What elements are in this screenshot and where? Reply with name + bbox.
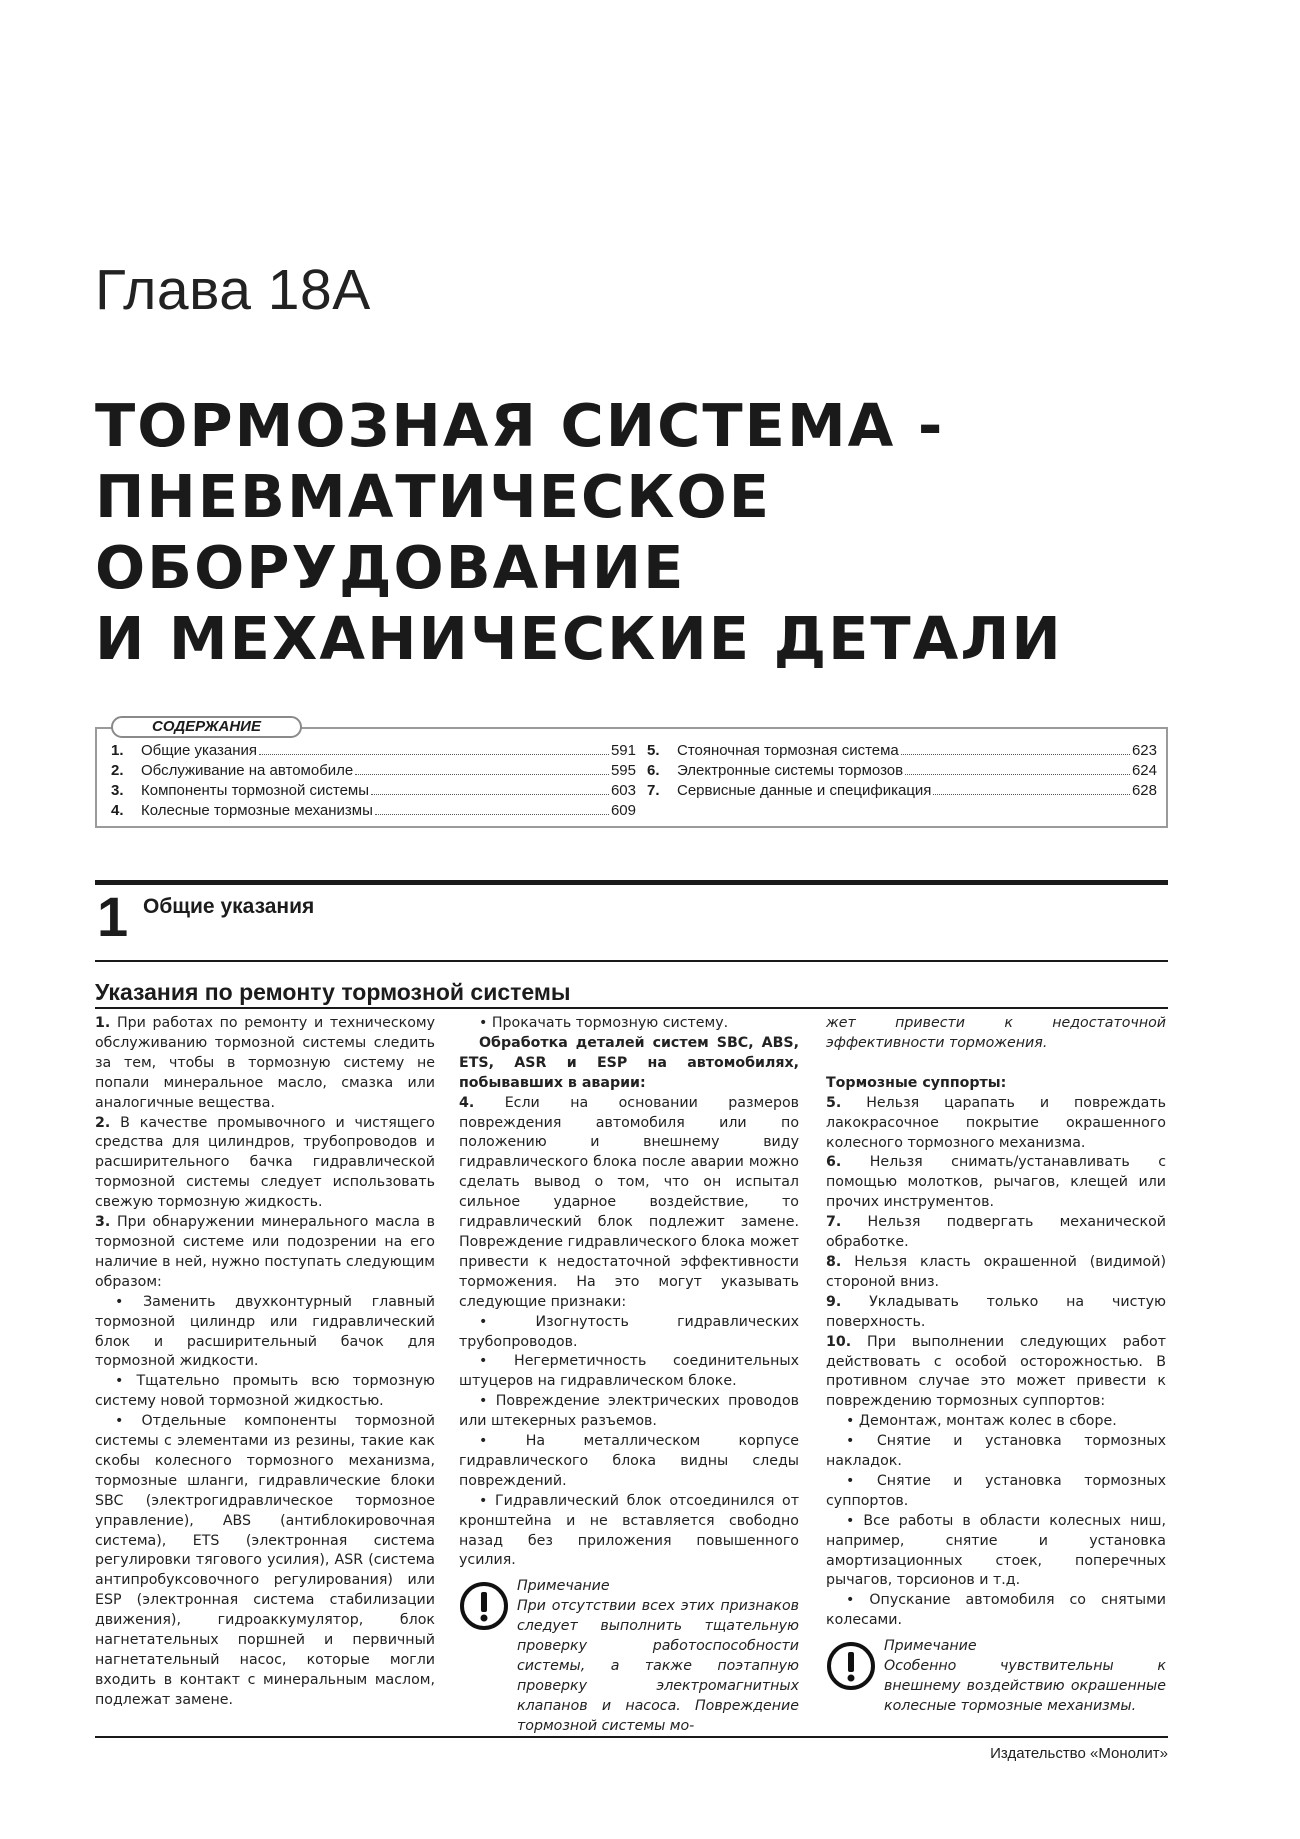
- subsection-title: Указания по ремонту тормозной системы: [95, 979, 571, 1005]
- subsection-rule: [95, 1007, 1168, 1009]
- paragraph: 10. При выполнении следующих работ действовать с особой осторожностью. В противном случае это может привести к повреждению тормозных суппортов:: [826, 1333, 1166, 1410]
- toc-item[interactable]: [111, 801, 636, 821]
- bullet-item: • Изогнутость гидравлических трубопроводов.: [459, 1313, 799, 1350]
- text-column-3: [826, 1014, 1166, 1717]
- toc-item-page: 624: [1131, 762, 1157, 779]
- toc-item-text: Электронные системы тормозов: [677, 762, 904, 779]
- paragraph: 4. Если на основании размеров повреждения автомобиля или по положению и внешнему виду гидравлического блока после аварии можно сделать вывод о том, что он испытал сильное ударное воздействие, то гидравлический блок подлежит замене. Повреждение гидравлического блока может привести к недостаточной эффективности торможения. На это могут указывать следующие признаки:: [459, 1094, 800, 1310]
- paragraph: 6. Нельзя снимать/устанавливать с помощью молотков, рычагов, клещей или прочих инструментов.: [826, 1154, 1167, 1211]
- toc-item-text: Стояночная тормозная система: [677, 742, 899, 759]
- bullet-item: • Опускание автомобиля со снятыми колесами.: [826, 1592, 1166, 1629]
- toc-item[interactable]: [111, 761, 636, 781]
- toc-item-number: 6.: [647, 762, 660, 779]
- toc-label: СОДЕРЖАНИЕ: [111, 716, 302, 738]
- toc-item-number: 5.: [647, 742, 660, 759]
- section-number: 1: [97, 885, 129, 948]
- toc-column-left: [111, 741, 636, 821]
- toc-item-number: 3.: [111, 782, 124, 799]
- paragraph: 3. При обнаружении минерального масла в тормозной системе или подозрении на его наличие в ней, нужно поступать следующим образом:: [95, 1214, 435, 1290]
- publisher-footer: Издательство «Монолит»: [990, 1745, 1168, 1762]
- paragraph: 8. Нельзя класть окрашенной (видимой) стороной вниз.: [826, 1253, 1166, 1290]
- toc-item-page: 603: [610, 782, 636, 799]
- note-body: При отсутствии всех этих признаков следует выполнить тщательную проверку работоспособности системы, а также поэтапную проверку электромагнитных клапанов и насоса. Повреждение тормозной системы мо-: [517, 1598, 799, 1734]
- text-column-1: [95, 1014, 435, 1711]
- bullet-item: • Повреждение электрических проводов или штекерных разъемов.: [459, 1393, 799, 1430]
- toc-item-text: Обслуживание на автомобиле: [141, 762, 354, 779]
- title-line: И МЕХАНИЧЕСКИЕ ДЕТАЛИ: [95, 604, 1063, 673]
- toc-item[interactable]: [111, 781, 636, 801]
- toc-item-page: 623: [1131, 742, 1157, 759]
- chapter-label: Глава 18А: [95, 258, 371, 322]
- section-rule-top: [95, 880, 1168, 885]
- section-rule-bottom: [95, 960, 1168, 962]
- bullet-item: • Демонтаж, монтаж колес в сборе.: [846, 1413, 1117, 1430]
- bullet-item: • Негерметичность соединительных штуцеров на гидравлическом блоке.: [459, 1353, 799, 1390]
- paragraph: 9. Укладывать только на чистую поверхность.: [826, 1293, 1166, 1330]
- paragraph: 2. В качестве промывочного и чистящего средства для цилиндров, трубопроводов и расширительного бачка гидравлической тормозной системы следует использовать свежую тормозную жидкость.: [95, 1114, 435, 1211]
- toc-item[interactable]: [647, 741, 1157, 761]
- paragraph: 7. Нельзя подвергать механической обработке.: [826, 1214, 1166, 1251]
- bullet-item: • Заменить двухконтурный главный тормозной цилиндр или гидравлический блок и расширительный бачок для тормозной жидкости.: [95, 1293, 435, 1370]
- paragraph: 5. Нельзя царапать и повреждать лакокрасочное покрытие окрашенного колесного тормозного механизма.: [826, 1094, 1166, 1151]
- toc-column-right: [647, 741, 1157, 801]
- table-of-contents: [95, 718, 1168, 828]
- text-column-2: [459, 1014, 799, 1737]
- note-label: Примечание: [517, 1578, 610, 1595]
- title-line: ТОРМОЗНАЯ СИСТЕМА -: [95, 391, 945, 460]
- toc-item-text: Колесные тормозные механизмы: [141, 802, 373, 819]
- note-body: Особенно чувствительны к внешнему воздействию окрашенные колесные тормозные механизмы.: [884, 1658, 1166, 1714]
- toc-item-number: 2.: [111, 762, 124, 779]
- paragraph: 1. При работах по ремонту и техническому обслуживанию тормозной системы следить за тем, чтобы в тормозную систему не попали минеральное масло, смазка или аналогичные вещества.: [95, 1015, 435, 1111]
- bullet-item: • На металлическом корпусе гидравлического блока видны следы повреждений.: [459, 1433, 799, 1489]
- section-title: Общие указания: [143, 895, 315, 918]
- title-line: ПНЕВМАТИЧЕСКОЕ: [95, 462, 771, 531]
- footer-rule: [95, 1736, 1168, 1738]
- bullet-item: • Снятие и установка тормозных накладок.: [826, 1433, 1166, 1470]
- note-block: [826, 1637, 1166, 1717]
- toc-item[interactable]: [111, 741, 636, 761]
- chapter-title: [95, 390, 1063, 674]
- toc-item[interactable]: [647, 781, 1157, 801]
- bullet-item: • Тщательно промыть всю тормозную систему новой тормозной жидкостью.: [95, 1373, 435, 1410]
- bullet-item: • Все работы в области колесных ниш, например, снятие и установка амортизационных стоек, поперечных рычагов, торсионов и т.д.: [826, 1512, 1166, 1589]
- paragraph-continuation: жет привести к недостаточной эффективности торможения.: [826, 1015, 1166, 1051]
- toc-item-page: 628: [1131, 782, 1157, 799]
- toc-item-page: 591: [610, 742, 636, 759]
- note-label: Примечание: [884, 1638, 977, 1655]
- toc-item[interactable]: [647, 761, 1157, 781]
- toc-item-number: 4.: [111, 802, 124, 819]
- warning-icon: [459, 1581, 509, 1631]
- toc-item-page: 609: [610, 802, 636, 819]
- toc-item-number: 1.: [111, 742, 124, 759]
- note-block: [459, 1577, 799, 1736]
- note-text: [884, 1637, 1166, 1717]
- bullet-item: • Отдельные компоненты тормозной системы с элементами из резины, такие как скобы колесного тормозного механизма, тормозные шланги, гидравлические блоки SBC (электрогидравлическое тормозное управление), ABS (антиблокировочная система), ETS (электронная система регулировки тягового усилия), ASR (система антипробуксовочного регулирования) или ESP (электронная система стабилизации движения), гидроаккумулятор, блок нагнетательных поршней и первичный нагнетательный насос, которые могли входить в контакт с минеральным маслом, подлежат замене.: [95, 1413, 435, 1708]
- bullet-item: • Прокачать тормозную систему.: [479, 1015, 729, 1031]
- bullet-item: • Снятие и установка тормозных суппортов.: [826, 1472, 1166, 1509]
- toc-item-text: Сервисные данные и спецификация: [677, 782, 932, 799]
- toc-item-number: 7.: [647, 782, 660, 799]
- toc-item-text: Общие указания: [141, 742, 258, 759]
- toc-item-page: 595: [610, 762, 636, 779]
- bullet-item: • Гидравлический блок отсоединился от кронштейна и не вставляется свободно назад без приложения повышенного усилия.: [459, 1492, 799, 1569]
- paragraph-heading: Обработка деталей систем SBC, ABS, ETS, ASR и ESP на автомобилях, побывавших в аварии:: [459, 1034, 799, 1091]
- note-text: [517, 1577, 799, 1736]
- title-line: ОБОРУДОВАНИЕ: [95, 533, 686, 602]
- toc-item-text: Компоненты тормозной системы: [141, 782, 370, 799]
- warning-icon: [826, 1641, 876, 1691]
- paragraph-heading: Тормозные суппорты:: [826, 1074, 1007, 1091]
